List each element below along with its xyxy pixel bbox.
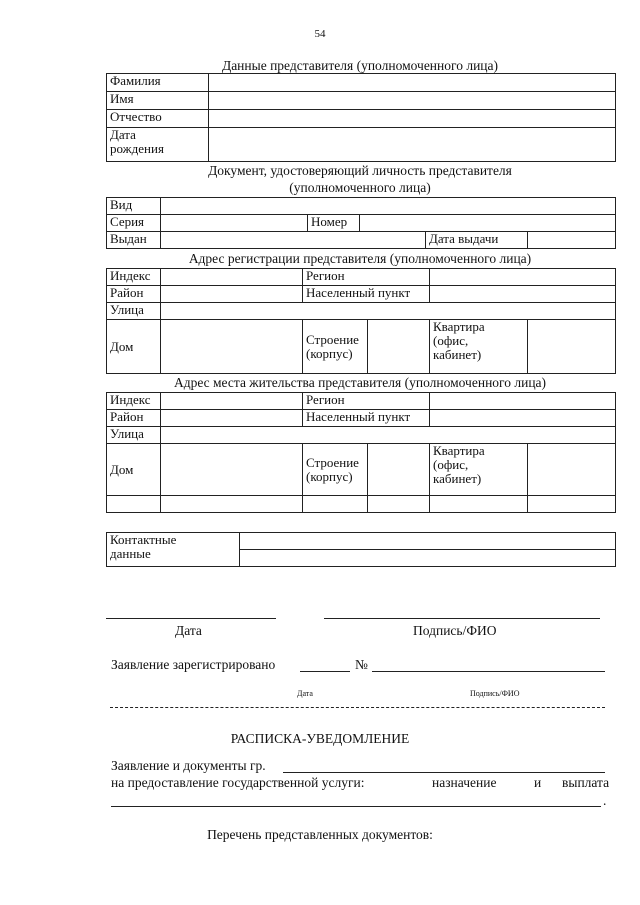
service-name-line[interactable] (111, 806, 601, 807)
registered-label: Заявление зарегистрировано (111, 657, 276, 672)
label-contacts-line2: данные (110, 546, 151, 561)
field-contacts-2[interactable] (240, 550, 616, 567)
label-building-line2: (корпус) (306, 345, 353, 361)
field-locality[interactable] (430, 410, 616, 427)
label-name: Имя (107, 92, 209, 110)
label-birth-date (107, 128, 209, 162)
label-apartment-line1: Квартира (433, 319, 485, 334)
field-region[interactable] (430, 269, 616, 286)
signature-caption: Подпись/ФИО (413, 623, 497, 638)
field-issued-by[interactable] (161, 232, 426, 249)
field-apartment[interactable] (528, 444, 616, 496)
label-doc-type: Вид (107, 198, 161, 215)
section2-title-line2: (уполномоченного лица) (289, 180, 431, 195)
label-building (303, 320, 368, 374)
extra-cell (430, 496, 528, 513)
section3-title: Адрес регистрации представителя (уполномоченного лица) (188, 251, 532, 266)
label-apartment (430, 320, 528, 374)
label-index: Индекс (107, 393, 161, 410)
field-district[interactable] (161, 410, 303, 427)
label-apartment-line3: кабинет) (433, 347, 482, 362)
label-contacts (107, 533, 240, 567)
label-locality: Населенный пункт (303, 286, 430, 303)
label-index: Индекс (107, 269, 161, 286)
section1-title: Данные представителя (уполномоченного лица) (221, 58, 499, 73)
label-house: Дом (107, 444, 161, 496)
field-street[interactable] (161, 303, 616, 320)
date-signature-line[interactable] (106, 618, 276, 619)
field-birth-date[interactable] (209, 128, 616, 162)
field-doc-type[interactable] (161, 198, 616, 215)
label-birth-date-line1: Дата (110, 127, 136, 142)
label-district: Район (107, 286, 161, 303)
label-apartment (430, 444, 528, 496)
field-surname[interactable] (209, 74, 616, 92)
label-region: Регион (303, 393, 430, 410)
section2-title-line1: Документ, удостоверяющий личность представителя (208, 163, 512, 178)
receipt-line1-label: Заявление и документы гр. (111, 758, 266, 773)
receipt-line2-label: на предоставление государственной услуги: (111, 775, 365, 790)
label-building-line1: Строение (306, 331, 359, 347)
extra-cell (107, 496, 161, 513)
representative-data-table (106, 73, 616, 162)
documents-list-title: Перечень представленных документов: (207, 827, 433, 842)
field-index[interactable] (161, 393, 303, 410)
label-building-line2: (корпус) (306, 468, 353, 484)
field-number[interactable] (360, 215, 616, 232)
label-surname: Фамилия (107, 74, 209, 92)
label-building (303, 444, 368, 496)
extra-cell (368, 496, 430, 513)
field-house[interactable] (161, 320, 303, 374)
registered-number-line[interactable] (372, 671, 605, 672)
field-patronymic[interactable] (209, 110, 616, 128)
contacts-table (106, 532, 616, 567)
registered-date-line[interactable] (300, 671, 350, 672)
extra-cell (303, 496, 368, 513)
label-region: Регион (303, 269, 430, 286)
signature-line[interactable] (324, 618, 600, 619)
label-street: Улица (107, 303, 161, 320)
label-contacts-line1: Контактные (110, 532, 177, 547)
field-street[interactable] (161, 427, 616, 444)
field-contacts-1[interactable] (240, 533, 616, 550)
registered-sign-caption: Подпись/ФИО (470, 689, 520, 698)
field-apartment[interactable] (528, 320, 616, 374)
label-patronymic: Отчество (107, 110, 209, 128)
cut-line (110, 707, 605, 708)
field-name[interactable] (209, 92, 616, 110)
receipt-line2-word3: выплата (562, 775, 610, 790)
number-sign: № (355, 657, 368, 672)
label-street: Улица (107, 427, 161, 444)
date-caption: Дата (175, 623, 202, 638)
receipt-line2-word2: и (534, 775, 542, 790)
extra-cell (161, 496, 303, 513)
receipt-title: РАСПИСКА-УВЕДОМЛЕНИЕ (230, 731, 410, 746)
field-building[interactable] (368, 320, 430, 374)
field-district[interactable] (161, 286, 303, 303)
label-apartment-line3: кабинет) (433, 471, 482, 486)
registration-address-table (106, 268, 616, 374)
field-locality[interactable] (430, 286, 616, 303)
label-district: Район (107, 410, 161, 427)
label-issued-by: Выдан (107, 232, 161, 249)
page-number: 54 (314, 28, 326, 40)
label-apartment-line1: Квартира (433, 443, 485, 458)
extra-cell (528, 496, 616, 513)
residence-address-table (106, 392, 616, 513)
field-building[interactable] (368, 444, 430, 496)
label-birth-date-line2: рождения (110, 141, 164, 156)
label-apartment-line2: (офис, (433, 457, 469, 472)
field-index[interactable] (161, 269, 303, 286)
receipt-period: . (603, 793, 607, 808)
label-house: Дом (107, 320, 161, 374)
label-apartment-line2: (офис, (433, 333, 469, 348)
label-locality: Населенный пункт (303, 410, 430, 427)
label-issue-date: Дата выдачи (426, 232, 528, 249)
field-house[interactable] (161, 444, 303, 496)
label-building-line1: Строение (306, 454, 359, 470)
label-series: Серия (107, 215, 161, 232)
applicant-name-line[interactable] (283, 772, 605, 773)
identity-document-table (106, 197, 616, 249)
receipt-line2-word1: назначение (432, 775, 497, 790)
field-issue-date[interactable] (528, 232, 616, 249)
section4-title: Адрес места жительства представителя (уполномоченного лица) (173, 375, 547, 390)
registered-date-caption: Дата (297, 689, 313, 698)
label-number: Номер (308, 215, 360, 232)
field-region[interactable] (430, 393, 616, 410)
field-series[interactable] (161, 215, 308, 232)
